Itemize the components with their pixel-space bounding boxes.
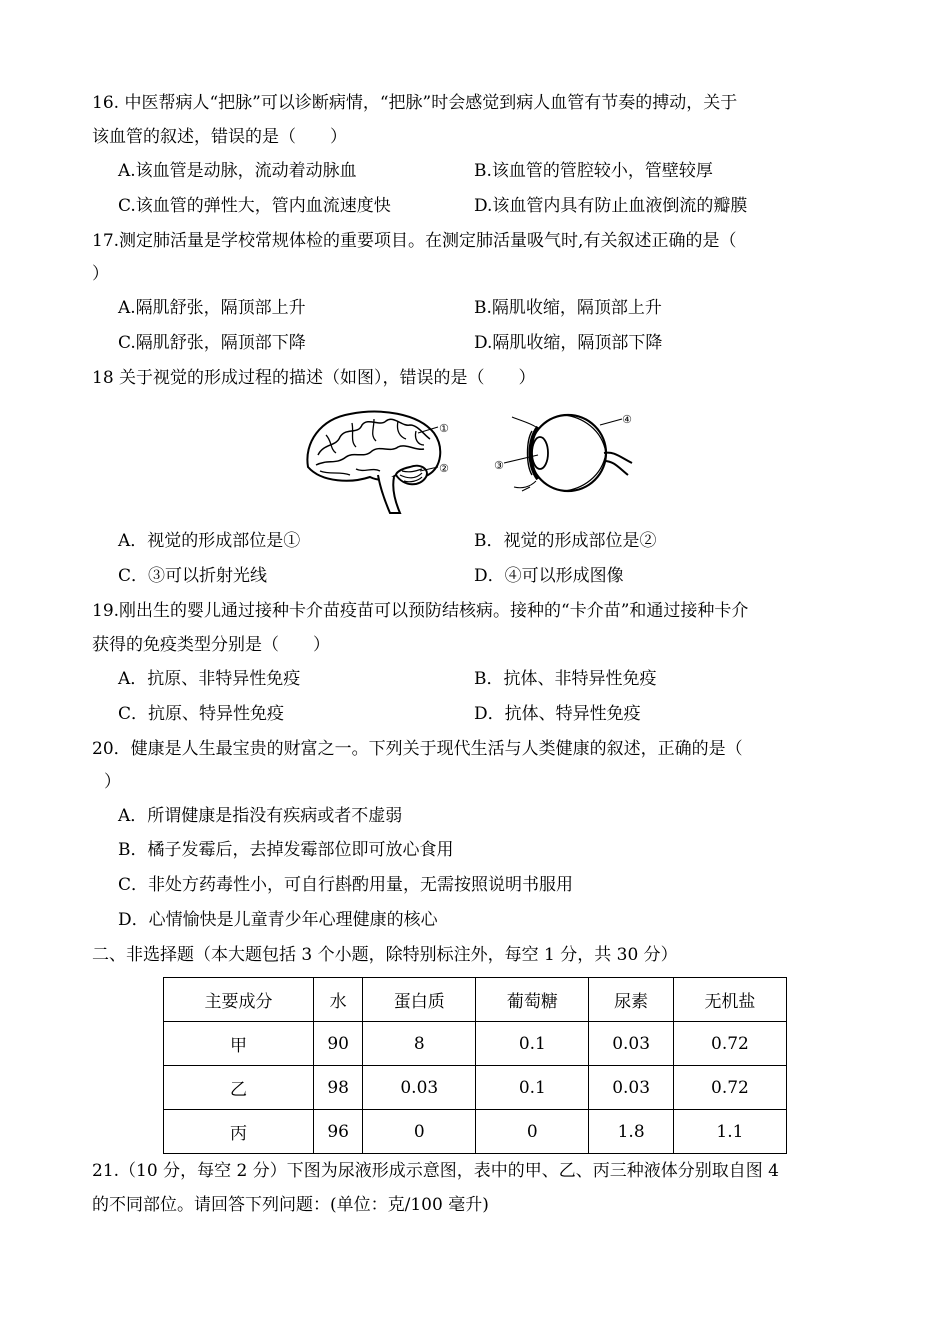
table-cell: 0: [363, 1110, 476, 1154]
table-cell: 0.1: [476, 1066, 589, 1110]
q20-option-a: A．所谓健康是指没有疾病或者不虚弱: [118, 806, 403, 826]
table-cell: 0: [476, 1110, 589, 1154]
q19-stem-line1: 19.刚出生的婴儿通过接种卡介苗疫苗可以预防结核病。接种的“卡介苗”和通过接种卡介: [92, 601, 749, 621]
q16-option-a: A.该血管是动脉，流动着动脉血: [118, 161, 357, 181]
table-cell: 8: [363, 1022, 476, 1066]
brain-label-2: ②: [439, 462, 449, 475]
table-cell: 0.03: [363, 1066, 476, 1110]
q17-option-c: C.隔肌舒张，隔顶部下降: [118, 333, 306, 353]
table-header-cell: 主要成分: [164, 978, 314, 1022]
table-cell: 1.8: [589, 1110, 674, 1154]
q18-option-d: D．④可以形成图像: [474, 566, 624, 586]
table-cell: 1.1: [673, 1110, 786, 1154]
table-cell: 98: [314, 1066, 363, 1110]
table-header-cell: 蛋白质: [363, 978, 476, 1022]
table-cell: 0.03: [589, 1022, 674, 1066]
table-header-cell: 无机盐: [673, 978, 786, 1022]
q16-stem-line1: 16. 中医帮病人“把脉”可以诊断病情，“把脉”时会感觉到病人血管有节奏的搏动，关于: [92, 93, 738, 113]
composition-table: [163, 977, 787, 1154]
q17-option-d: D.隔肌收缩，隔顶部下降: [474, 333, 663, 353]
eye-label-4: ④: [622, 413, 632, 426]
q17-stem-line2: ）: [92, 264, 109, 284]
q21-stem-line1: 21.（10 分，每空 2 分）下图为尿液形成示意图，表中的甲、乙、丙三种液体分别取自图 4: [92, 1161, 779, 1181]
q20-option-c: C．非处方药毒性小，可自行斟酌用量，无需按照说明书服用: [118, 875, 574, 895]
table-row: [164, 1022, 787, 1066]
q16-option-d: D.该血管内具有防止血液倒流的瓣膜: [474, 196, 748, 216]
q17-stem-line1: 17.测定肺活量是学校常规体检的重要项目。在测定肺活量吸气时,有关叙述正确的是（: [92, 231, 737, 251]
q18-option-a: A．视觉的形成部位是①: [118, 531, 301, 551]
q20-option-b: B．橘子发霉后，去掉发霉部位即可放心食用: [118, 840, 454, 860]
table-cell: 0.1: [476, 1022, 589, 1066]
q19-option-c: C．抗原、特异性免疫: [118, 704, 285, 724]
q17-option-a: A.隔肌舒张，隔顶部上升: [118, 298, 306, 318]
q16-option-c: C.该血管的弹性大，管内血流速度快: [118, 196, 391, 216]
table-cell: 0.72: [673, 1022, 786, 1066]
table-header-cell: 尿素: [589, 978, 674, 1022]
table-cell: 乙: [164, 1066, 314, 1110]
table-header-row: [164, 978, 787, 1022]
q18-stem: 18 关于视觉的形成过程的描述（如图），错误的是（ ）: [92, 368, 536, 388]
q19-stem-line2: 获得的免疫类型分别是（ ）: [92, 635, 330, 655]
q18-option-c: C．③可以折射光线: [118, 566, 268, 586]
table-cell: 0.03: [589, 1066, 674, 1110]
table-cell: 甲: [164, 1022, 314, 1066]
q17-option-b: B.隔肌收缩，隔顶部上升: [474, 298, 662, 318]
table-cell: 丙: [164, 1110, 314, 1154]
brain-figure: [300, 405, 460, 517]
table-row: [164, 1110, 787, 1154]
table-cell: 0.72: [673, 1066, 786, 1110]
q20-stem-line2: ）: [104, 772, 121, 792]
q19-option-d: D．抗体、特异性免疫: [474, 704, 641, 724]
q18-option-b: B．视觉的形成部位是②: [474, 531, 657, 551]
q20-stem-line1: 20．健康是人生最宝贵的财富之一。下列关于现代生活与人类健康的叙述，正确的是（: [92, 739, 743, 759]
q21-stem-line2: 的不同部位。请回答下列问题：(单位：克/100 毫升): [92, 1195, 489, 1215]
eye-label-3: ③: [494, 459, 504, 472]
table-row: [164, 1066, 787, 1110]
q16-option-b: B.该血管的管腔较小，管壁较厚: [474, 161, 713, 181]
section2-heading: 二、非选择题（本大题包括 3 个小题，除特别标注外，每空 1 分，共 30 分）: [92, 945, 678, 965]
table-header-cell: 水: [314, 978, 363, 1022]
q20-option-d: D．心情愉快是儿童青少年心理健康的核心: [118, 910, 438, 930]
q16-stem-line2: 该血管的叙述，错误的是（ ）: [92, 127, 347, 147]
eye-figure: [492, 405, 648, 505]
q19-option-b: B．抗体、非特异性免疫: [474, 669, 657, 689]
table-header-cell: 葡萄糖: [476, 978, 589, 1022]
table-cell: 96: [314, 1110, 363, 1154]
brain-label-1: ①: [439, 422, 449, 435]
q19-option-a: A．抗原、非特异性免疫: [118, 669, 301, 689]
table-cell: 90: [314, 1022, 363, 1066]
